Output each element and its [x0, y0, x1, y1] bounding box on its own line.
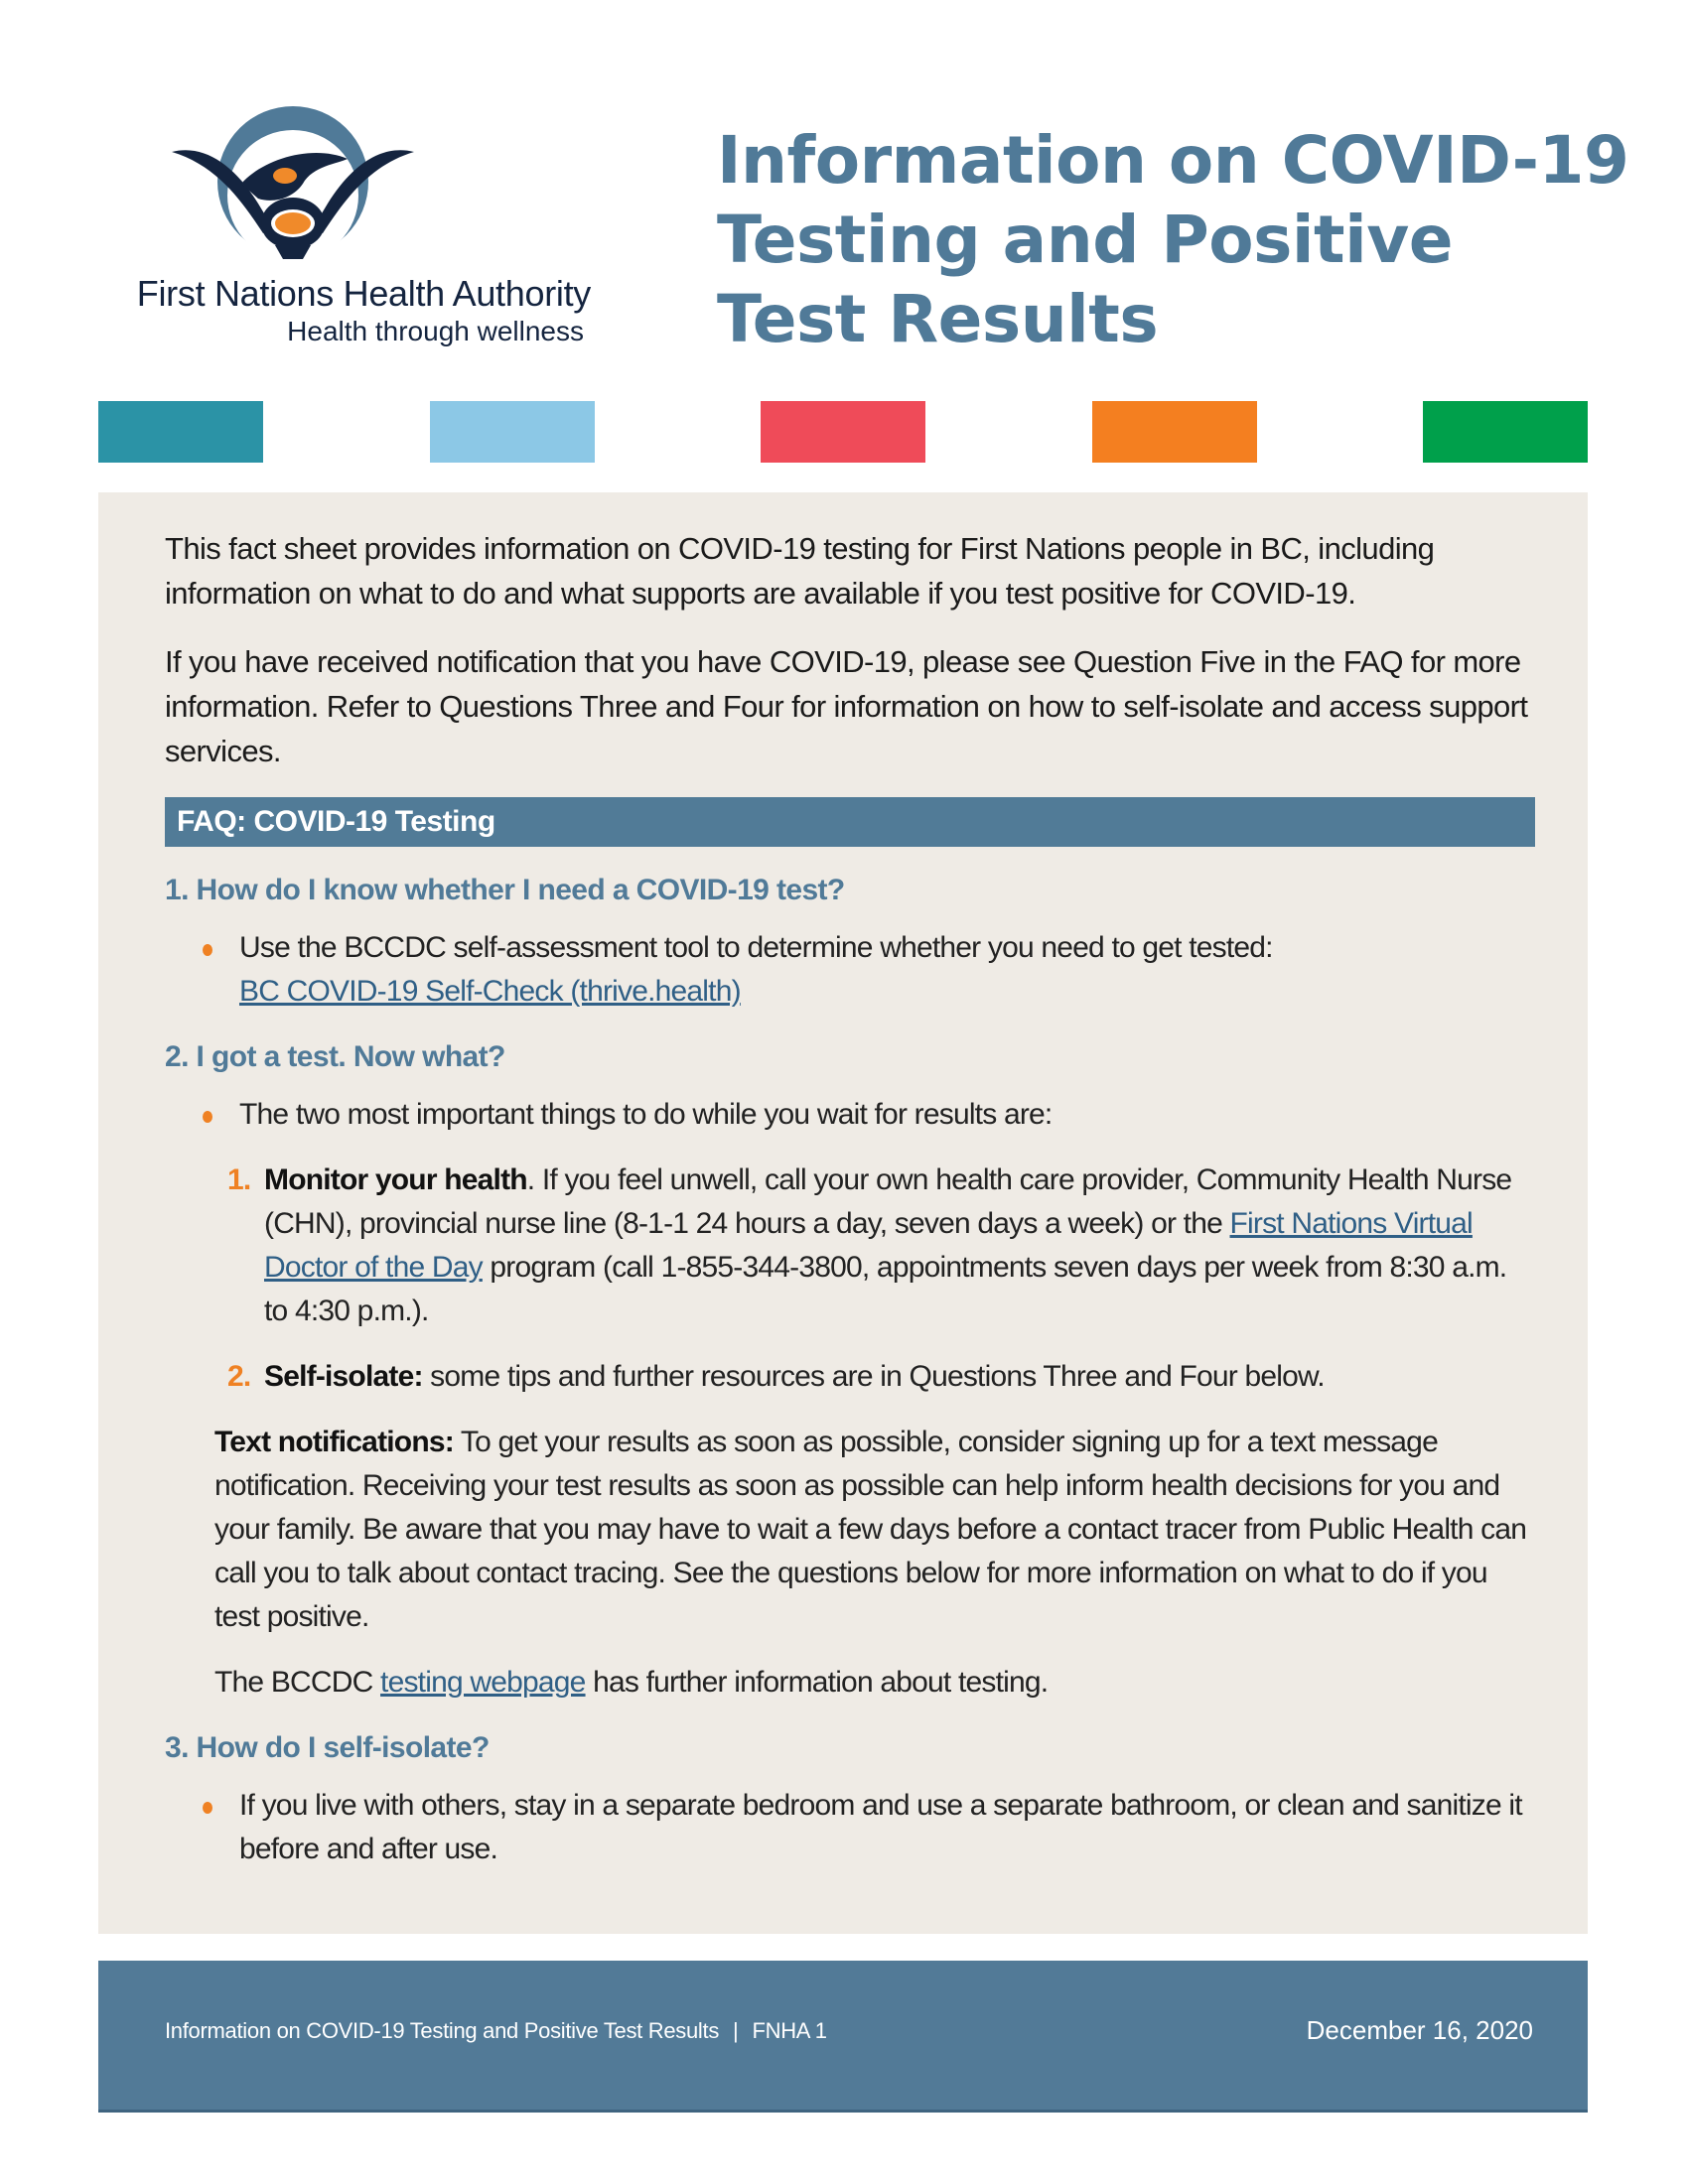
numbered-item [165, 1159, 1535, 1333]
virtual-doctor-link[interactable]: First Nations Virtual Doctor of the Day [264, 1207, 1473, 1284]
footer-doc-title: Information on COVID-19 Testing and Positive Test Results [165, 2018, 720, 2043]
footer-separator: | [733, 2018, 739, 2043]
testing-webpage-link[interactable]: testing webpage [380, 1666, 586, 1699]
paragraph-text: The BCCDC [214, 1666, 381, 1699]
item-number: 2. [227, 1360, 251, 1393]
faq-section-heading: FAQ: COVID-19 Testing [165, 797, 1535, 847]
footer-page-number: FNHA 1 [752, 2018, 827, 2043]
page-footer [98, 1961, 1588, 2113]
faq-question-3: 3. How do I self-isolate? [165, 1731, 490, 1764]
list-item [165, 1093, 1535, 1137]
item-text: . If you feel unwell, call your own health care provider, Community Health Nurse (CHN), provincial nurse line (8-1-1 24 hours a day, seven days a week) or the [264, 1163, 1512, 1240]
paragraph-text: To get your results as soon as possible, consider signing up for a text message notification. Receiving your test results as soon as possible can help inform health decisions for you and your family. Be aware that you may have to wait a few days before a contact tracer from Public Health can call you to talk about contact tracing. See the questions below for more information on what to do if you test positive. [214, 1426, 1527, 1633]
paragraph-text: has further information about testing. [585, 1666, 1049, 1699]
item-heading: Monitor your health [264, 1163, 527, 1196]
fnha-emblem-icon [164, 104, 422, 263]
title-line: Information on COVID-19 [717, 122, 1629, 199]
main-content [165, 526, 1535, 1871]
bullet-icon [203, 944, 212, 956]
item-text: some tips and further resources are in Questions Three and Four below. [422, 1360, 1325, 1393]
numbered-item [165, 1355, 1535, 1399]
faq-question-2: 2. I got a test. Now what? [165, 1040, 505, 1073]
list-item [165, 926, 1535, 1014]
bccdc-paragraph [165, 1661, 1535, 1705]
color-swatch-orange [1092, 401, 1257, 463]
bullet-text: If you live with others, stay in a separate bedroom and use a separate bathroom, or clean and sanitize it before and after use. [239, 1789, 1522, 1865]
self-check-link[interactable]: BC COVID-19 Self-Check (thrive.health) [239, 975, 741, 1008]
footer-document-info [165, 2018, 827, 2044]
fnha-logo [104, 104, 601, 362]
footer-date: December 16, 2020 [1306, 2015, 1533, 2045]
bullet-icon [203, 1111, 212, 1123]
text-notifications-paragraph [165, 1421, 1535, 1639]
page-title [717, 121, 1628, 359]
title-line: Testing and Positive [717, 202, 1454, 278]
faq-question-1: 1. How do I know whether I need a COVID-19 test? [165, 874, 845, 906]
item-number: 1. [227, 1163, 251, 1196]
color-swatch-red [761, 401, 925, 463]
intro-paragraph: If you have received notification that you have COVID-19, please see Question Five in the FAQ for more information. Refer to Questions Three and Four for information on how to self-isolate and access support services. [165, 644, 1528, 768]
color-swatch-green [1423, 401, 1588, 463]
title-line: Test Results [717, 281, 1159, 357]
paragraph-heading: Text notifications: [214, 1426, 454, 1458]
color-swatch-light-blue [430, 401, 595, 463]
organization-tagline: Health through wellness [287, 316, 584, 346]
color-swatch-teal [98, 401, 263, 463]
item-text: program (call 1-855-344-3800, appointments seven days per week from 8:30 a.m. to 4:30 p.m.). [264, 1251, 1507, 1327]
bullet-text: Use the BCCDC self-assessment tool to determine whether you need to get tested: [239, 931, 1273, 964]
list-item [165, 1784, 1535, 1871]
bullet-text: The two most important things to do while you wait for results are: [239, 1098, 1053, 1131]
intro-paragraph: This fact sheet provides information on COVID-19 testing for First Nations people in BC, including information on what to do and what supports are available if you test positive for COVID-19. [165, 531, 1435, 611]
color-swatch-strip [98, 401, 1588, 463]
organization-name: First Nations Health Authority [136, 273, 591, 314]
bullet-icon [203, 1802, 212, 1814]
item-heading: Self-isolate: [264, 1360, 423, 1393]
